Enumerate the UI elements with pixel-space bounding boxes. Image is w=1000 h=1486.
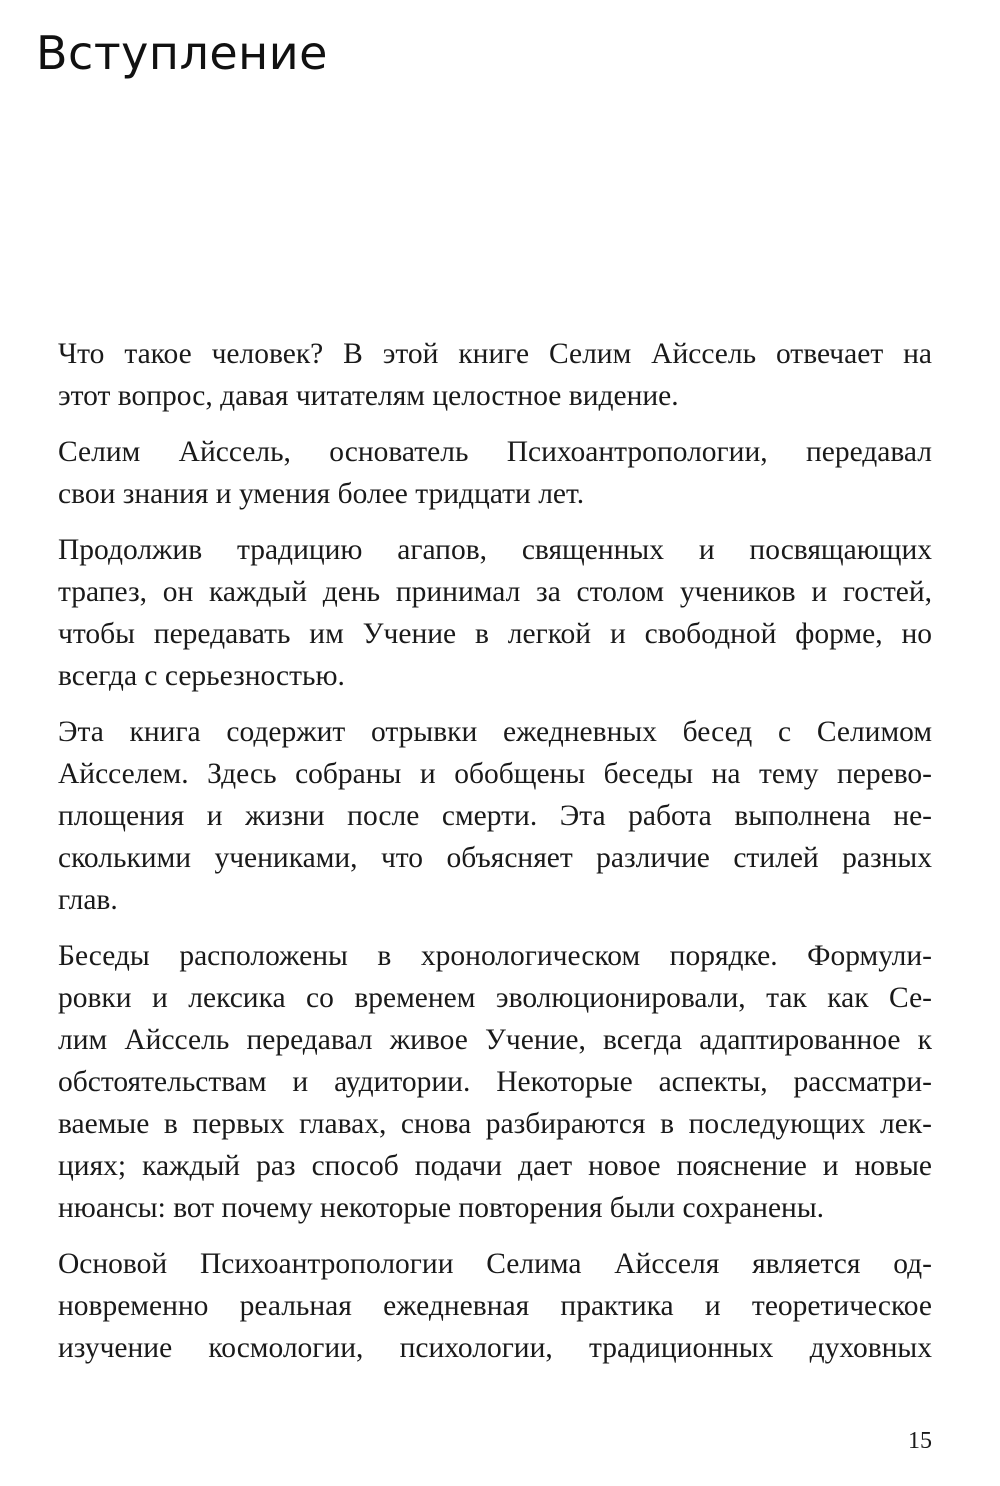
paragraph-3 (36, 529, 932, 697)
text-line: сколькими учениками, что объясняет различие стилей разных (58, 842, 932, 874)
page-number: 15 (908, 1428, 932, 1454)
chapter-title: Вступление (36, 26, 328, 80)
text-line: обстоятельствам и аудитории. Некоторые аспекты, рассматри- (58, 1066, 932, 1098)
text-line: свои знания и умения более тридцати лет. (58, 478, 585, 510)
body-text (36, 333, 932, 1383)
text-line: ровки и лексика со временем эволюционировали, так как Се- (58, 982, 932, 1014)
text-line: изучение космологии, психологии, традиционных духовных (58, 1332, 932, 1364)
paragraph-5 (36, 935, 932, 1229)
text-line: Эта книга содержит отрывки ежедневных бесед с Селимом (58, 716, 932, 748)
paragraph-6 (36, 1243, 932, 1369)
text-line: Селим Айссель, основатель Психоантропологии, передавал (58, 436, 932, 468)
text-line: Основой Психоантропологии Селима Айсселя является од- (58, 1248, 932, 1280)
paragraph-2 (36, 431, 932, 515)
text-line: ваемые в первых главах, снова разбираются в последующих лек- (58, 1108, 932, 1140)
text-line: Беседы расположены в хронологическом порядке. Формули- (58, 940, 932, 972)
text-line: всегда с серьезностью. (58, 660, 345, 692)
text-line: глав. (58, 884, 118, 916)
text-line: новременно реальная ежедневная практика и теоретическое (58, 1290, 932, 1322)
text-line: чтобы передавать им Учение в легкой и свободной форме, но (58, 618, 932, 650)
text-line: этот вопрос, давая читателям целостное видение. (58, 380, 679, 412)
text-line: нюансы: вот почему некоторые повторения были сохранены. (58, 1192, 825, 1224)
text-line: трапез, он каждый день принимал за столом учеников и гостей, (58, 576, 932, 608)
text-line: площения и жизни после смерти. Эта работа выполнена не- (58, 800, 932, 832)
text-line: Продолжив традицию агапов, священных и посвящающих (58, 534, 932, 566)
text-line: циях; каждый раз способ подачи дает новое пояснение и новые (58, 1150, 932, 1182)
text-line: Что такое человек? В этой книге Селим Айссель отвечает на (58, 338, 932, 370)
paragraph-1 (36, 333, 932, 417)
text-line: Айсселем. Здесь собраны и обобщены беседы на тему перево- (58, 758, 932, 790)
paragraph-4 (36, 711, 932, 921)
text-line: лим Айссель передавал живое Учение, всегда адаптированное к (58, 1024, 932, 1056)
